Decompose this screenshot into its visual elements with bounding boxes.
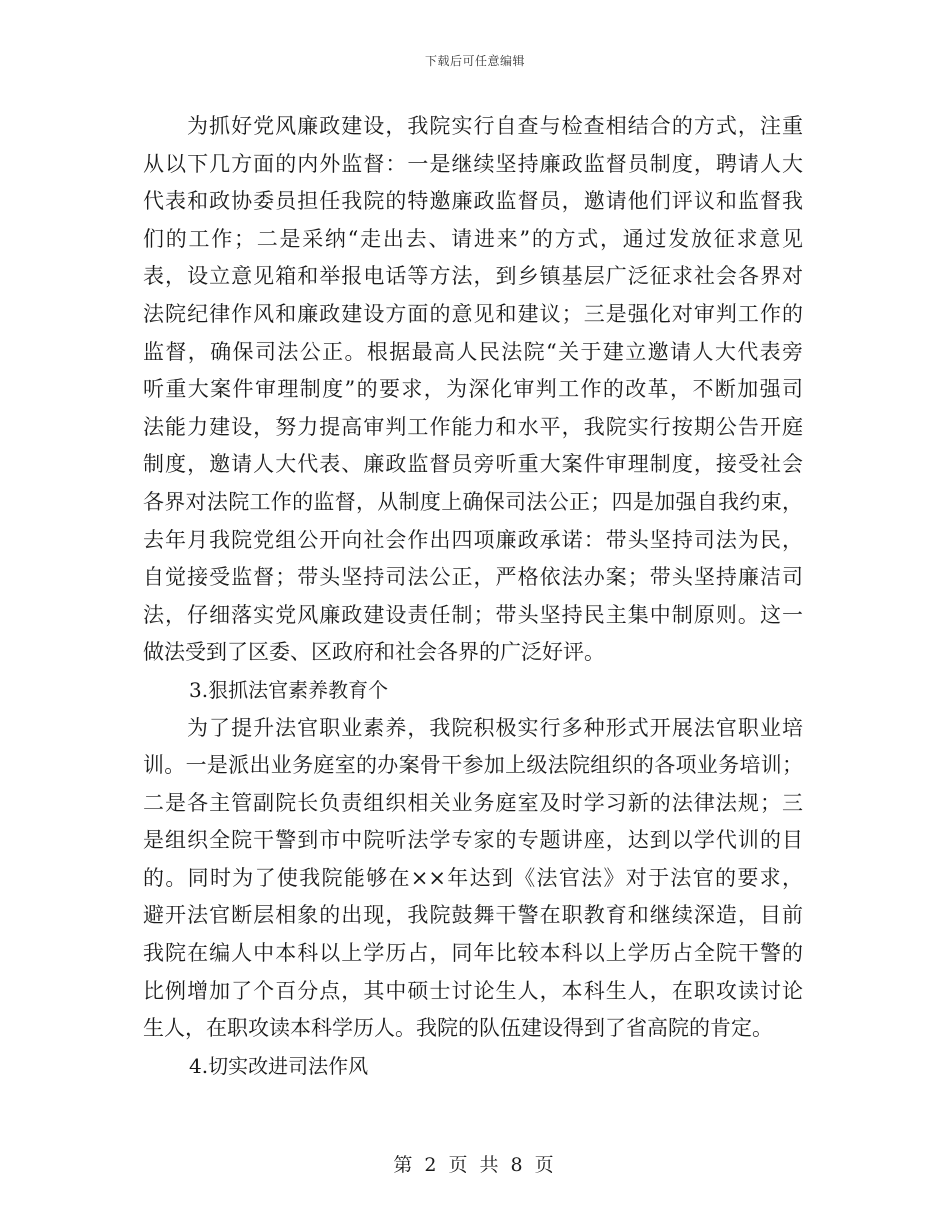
paragraph-line: 是组织全院干警到市中院听法学专家的专题讲座，达到以学代训的目 bbox=[143, 828, 803, 853]
page-header-note: 下载后可任意编辑 bbox=[424, 54, 525, 68]
paragraph-line: 制度，邀请人大代表、廉政监督员旁听重大案件审理制度，接受社会 bbox=[143, 452, 803, 477]
paragraph-line: 法，仔细落实党风廉政建设责任制；带头坚持民主集中制原则。这一 bbox=[143, 602, 803, 627]
paragraph-line: 听重大案件审理制度”的要求，为深化审判工作的改革，不断加强司 bbox=[143, 377, 803, 402]
paragraph-line: 我院在编人中本科以上学历占，同年比较本科以上学历占全院干警的 bbox=[143, 941, 803, 966]
paragraph-line: 表，设立意见箱和举报电话等方法，到乡镇基层广泛征求社会各界对 bbox=[143, 264, 803, 289]
section-heading: 4.切实改进司法作风 bbox=[189, 1053, 369, 1078]
paragraph-line: 训。一是派出业务庭室的办案骨干参加上级法院组织的各项业务培训； bbox=[143, 753, 803, 778]
paragraph-line: 各界对法院工作的监督，从制度上确保司法公正；四是加强自我约束， bbox=[143, 489, 803, 514]
paragraph-line: 自觉接受监督；带头坚持司法公正，严格依法办案；带头坚持廉洁司 bbox=[143, 565, 803, 590]
page-number-footer: 第 2 页 共 8 页 bbox=[393, 1154, 557, 1176]
paragraph-line: 为了提升法官职业素养，我院积极实行多种形式开展法官职业培 bbox=[187, 715, 803, 740]
paragraph-line: 比例增加了个百分点，其中硕士讨论生人，本科生人，在职攻读讨论 bbox=[143, 978, 803, 1003]
paragraph-line: 避开法官断层相象的出现，我院鼓舞干警在职教育和继续深造，目前 bbox=[143, 903, 803, 928]
paragraph-line: 二是各主管副院长负责组织相关业务庭室及时学习新的法律法规；三 bbox=[143, 790, 803, 815]
paragraph-line: 做法受到了区委、区政府和社会各界的广泛好评。 bbox=[143, 640, 605, 665]
paragraph-line: 代表和政协委员担任我院的特邀廉政监督员，邀请他们评议和监督我 bbox=[143, 189, 803, 214]
paragraph-line: 们的工作；二是采纳“走出去、请进来”的方式，通过发放征求意见 bbox=[143, 226, 803, 251]
paragraph-line: 的。同时为了使我院能够在××年达到《法官法》对于法官的要求， bbox=[143, 865, 803, 890]
paragraph-line: 生人，在职攻读本科学历人。我院的队伍建设得到了省高院的肯定。 bbox=[143, 1016, 773, 1041]
paragraph-line: 法能力建设，努力提高审判工作能力和水平，我院实行按期公告开庭 bbox=[143, 414, 803, 439]
paragraph-line: 去年月我院党组公开向社会作出四项廉政承诺：带头坚持司法为民， bbox=[143, 527, 803, 552]
section-heading: 3.狠抓法官素养教育个 bbox=[189, 677, 389, 702]
paragraph-line: 从以下几方面的内外监督：一是继续坚持廉政监督员制度，聘请人大 bbox=[143, 151, 803, 176]
paragraph-line: 为抓好党风廉政建设，我院实行自查与检查相结合的方式，注重 bbox=[187, 114, 803, 138]
paragraph-line: 监督，确保司法公正。根据最高人民法院“关于建立邀请人大代表旁 bbox=[143, 339, 803, 364]
body-text bbox=[143, 108, 803, 1085]
paragraph-line: 法院纪律作风和廉政建设方面的意见和建议；三是强化对审判工作的 bbox=[143, 301, 803, 326]
